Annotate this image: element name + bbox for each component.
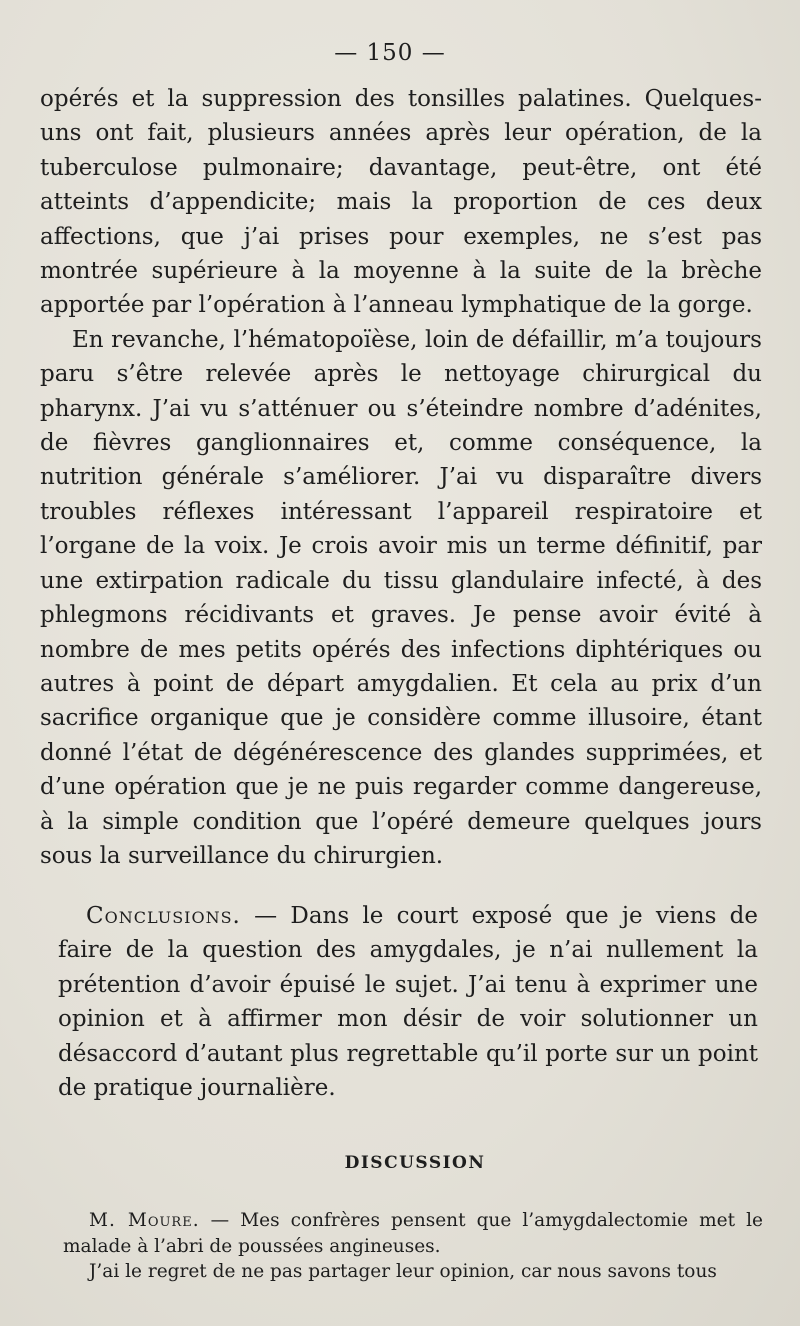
page-number: — 150 —	[334, 40, 446, 66]
speaker-name: M. Moure.	[89, 1210, 200, 1231]
paragraph-continuation: opérés et la suppression des tonsilles palatines. Quelques-uns ont fait, plusieurs années après leur opération, de la tuberculose pulmonaire; davantage, peut-être, ont été atteints d’appendicite; mais la proportion de ces deux affections, que j’ai prises pour exemples, ne s’est pas montrée supérieure à la moyenne à la suite de la brèche apportée par l’opération à l’anneau lymphatique de la gorge.	[40, 86, 762, 319]
conclusions-label: Conclusions.	[86, 903, 241, 929]
main-text	[40, 82, 762, 873]
discussion-heading: DISCUSSION	[344, 1153, 486, 1173]
discussion-section	[63, 1208, 763, 1285]
conclusions-text: — Dans le court exposé que je viens de faire de la question des amygdales, je n’ai nullement la prétention d’avoir épuisé le sujet. J’ai tenu à exprimer une opinion et à affirmer mon désir de voir solutionner un désaccord d’autant plus regrettable qu’il porte sur un point de pratique journalière.	[58, 903, 758, 1102]
discussion-paragraph	[63, 1208, 763, 1259]
discussion-text: J’ai le regret de ne pas partager leur opinion, car nous savons tous	[89, 1261, 717, 1282]
conclusions-paragraph	[58, 899, 758, 1105]
discussion-text: — Mes confrères pensent que l’amygdalectomie met le malade à l’abri de poussées angineuses.	[63, 1210, 763, 1257]
paragraph-hematopoiese: En revanche, l’hématopoïèse, loin de défaillir, m’a toujours paru s’être relevée après le nettoyage chirurgical du pharynx. J’ai vu s’atténuer ou s’éteindre nombre d’adénites, de fièvres ganglionnaires et, comme conséquence, la nutrition générale s’améliorer. J’ai vu disparaître divers troubles réflexes intéressant l’appareil respiratoire et l’organe de la voix. Je crois avoir mis un terme définitif, par une extirpation radicale du tissu glandulaire infecté, à des phlegmons récidivants et graves. Je pense avoir évité à nombre de mes petits opérés des infections diphtériques ou autres à point de départ amygdalien. Et cela au prix d’un sacrifice organique que je considère comme illusoire, étant donné l’état de dégénérescence des glandes supprimées, et d’une opération que je ne puis regarder comme dangereuse, à la simple condition que l’opéré demeure quelques jours sous la surveillance du chirurgien.	[40, 326, 762, 869]
discussion-paragraph	[63, 1259, 763, 1285]
conclusions-section	[58, 899, 758, 1105]
